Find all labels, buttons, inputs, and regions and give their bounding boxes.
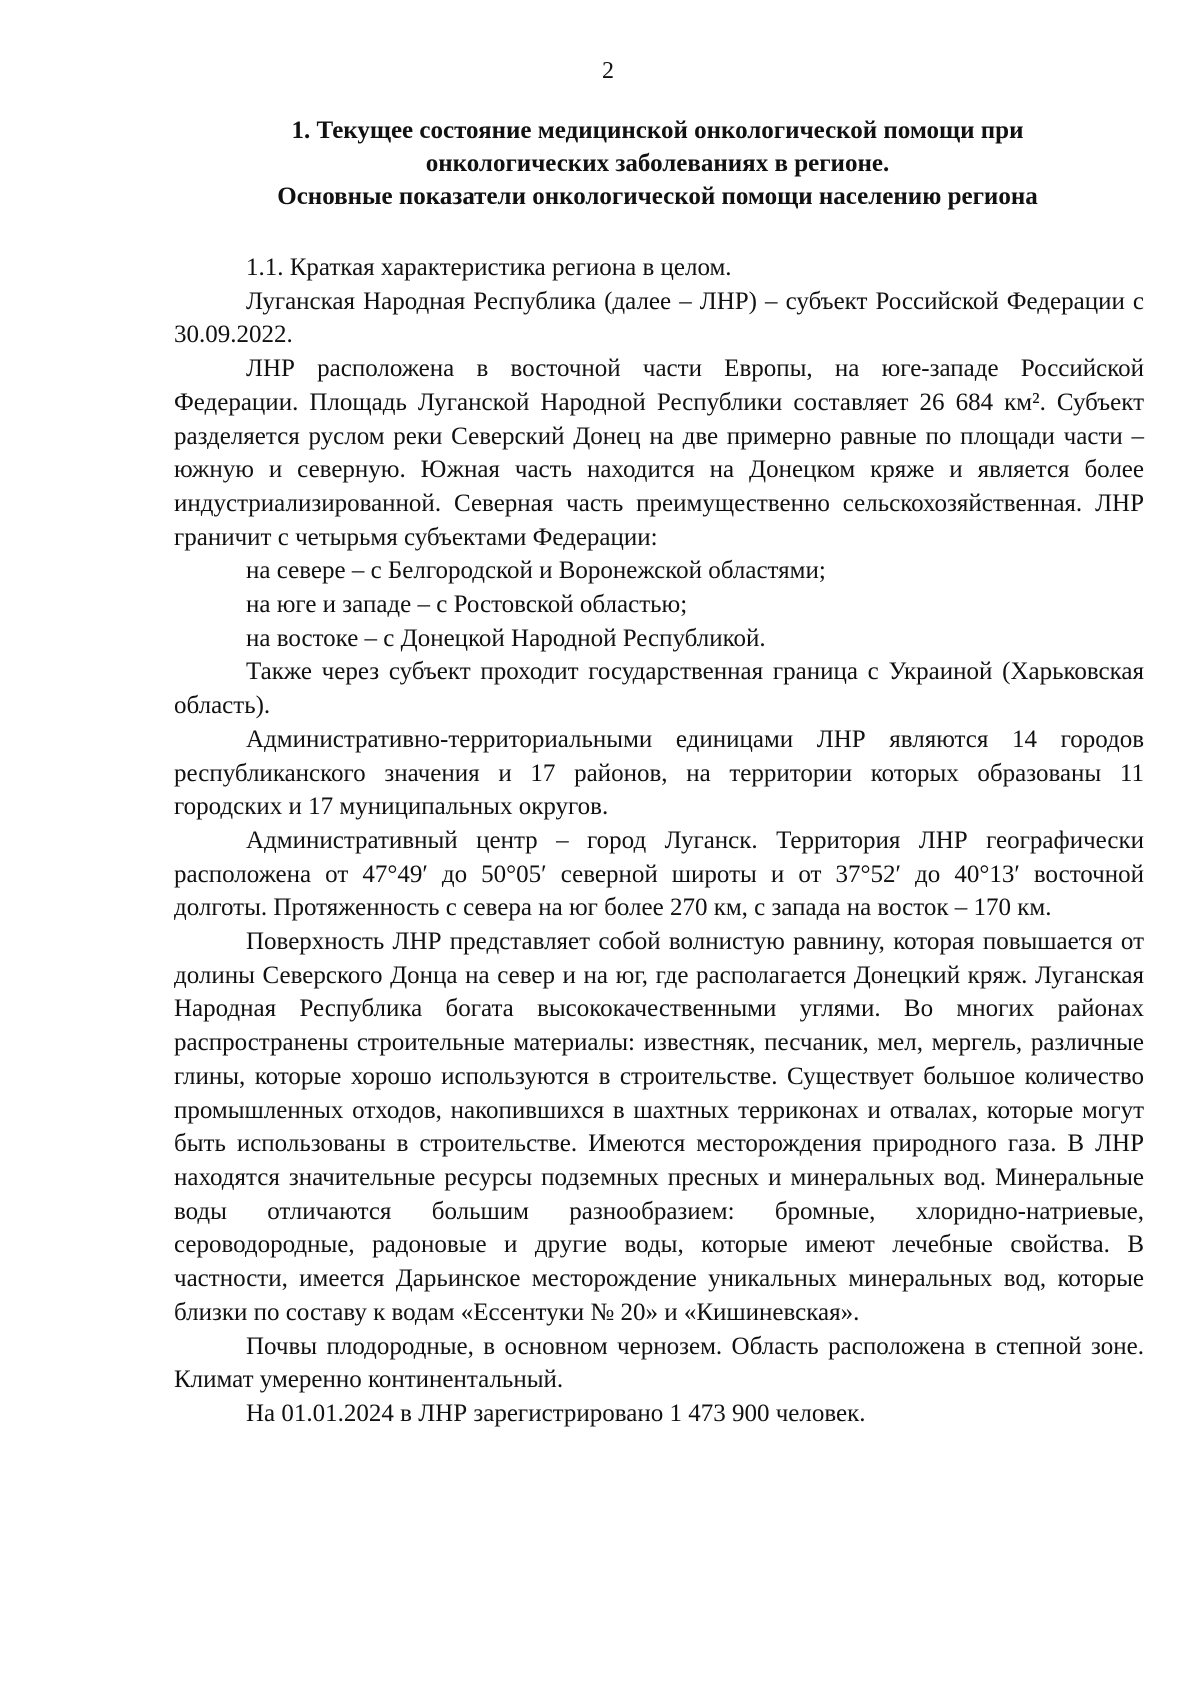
- paragraph-geography: Административный центр – город Луганск. Территория ЛНР географически расположена от 47°49′ до 50°05′ северной широты и от 37°52′ до 40°13′ восточной долготы. Протяженность с севера на юг более 270 км, с запада на восток – 170 км.: [174, 826, 1144, 922]
- heading-line-2: онкологических заболеваниях в регионе.: [425, 150, 890, 177]
- heading-line-1: 1. Текущее состояние медицинской онкологической помощи при: [291, 117, 1024, 144]
- paragraph-state-border: Также через субъект проходит государственная граница с Украиной (Харьковская область).: [174, 658, 1144, 720]
- paragraph-border-south-west: на юге и западе – с Ростовской областью;: [246, 591, 688, 619]
- paragraph-region-summary: 1.1. Краткая характеристика региона в целом.: [246, 254, 732, 281]
- paragraph-border-east: на востоке – с Донецкой Народной Республикой.: [246, 624, 766, 652]
- section-heading: [175, 114, 1140, 213]
- paragraph-federal-subject: Луганская Народная Республика (далее – ЛНР) – субъект Российской Федерации с 30.09.2022.: [174, 287, 1144, 349]
- page-number: 2: [602, 58, 614, 84]
- paragraph-soil-climate: Почвы плодородные, в основном чернозем. Область расположена в степной зоне. Климат умеренно континентальный.: [174, 1332, 1144, 1394]
- paragraph-administrative-units: Административно-территориальными единицами ЛНР являются 14 городов республиканского значения и 17 районов, на территории которых образованы 11 городских и 17 муниципальных округов.: [174, 725, 1144, 821]
- paragraph-surface-resources: Поверхность ЛНР представляет собой волнистую равнину, которая повышается от долины Северского Донца на север и на юг, где располагается Донецкий кряж. Луганская Народная Республика богата высококачественными углями. Во многих районах распространены строительные материалы: известняк, песчаник, мел, мергель, различные глины, которые хорошо используются в строительстве. Существует большое количество промышленных отходов, накопившихся в шахтных терриконах и отвалах, которые могут быть использованы в строительстве. Имеются месторождения природного газа. В ЛНР находятся значительные ресурсы подземных пресных и минеральных вод. Минеральные воды отличаются большим разнообразием: бромные, хлоридно-натриевые, сероводородные, радоновые и другие воды, которые имеют лечебные свойства. В частности, имеется Дарьинское месторождение уникальных минеральных вод, которые близки по составу к водам «Ессентуки № 20» и «Кишиневская».: [174, 928, 1144, 1326]
- document-body: [174, 251, 1144, 1431]
- paragraph-location: ЛНР расположена в восточной части Европы, на юге-западе Российской Федерации. Площадь Луганской Народной Республики составляет 26 684 км². Субъект разделяется руслом реки Северский Донец на две примерно равные по площади части – южную и северную. Южная часть находится на Донецком кряже и является более индустриализированной. Северная часть преимущественно сельскохозяйственная. ЛНР граничит с четырьмя субъектами Федерации:: [174, 355, 1144, 551]
- paragraph-population: На 01.01.2024 в ЛНР зарегистрировано 1 473 900 человек.: [246, 1399, 866, 1427]
- heading-line-3: Основные показатели онкологической помощи населению региона: [277, 183, 1038, 210]
- paragraph-border-north: на севере – с Белгородской и Воронежской областями;: [246, 557, 826, 585]
